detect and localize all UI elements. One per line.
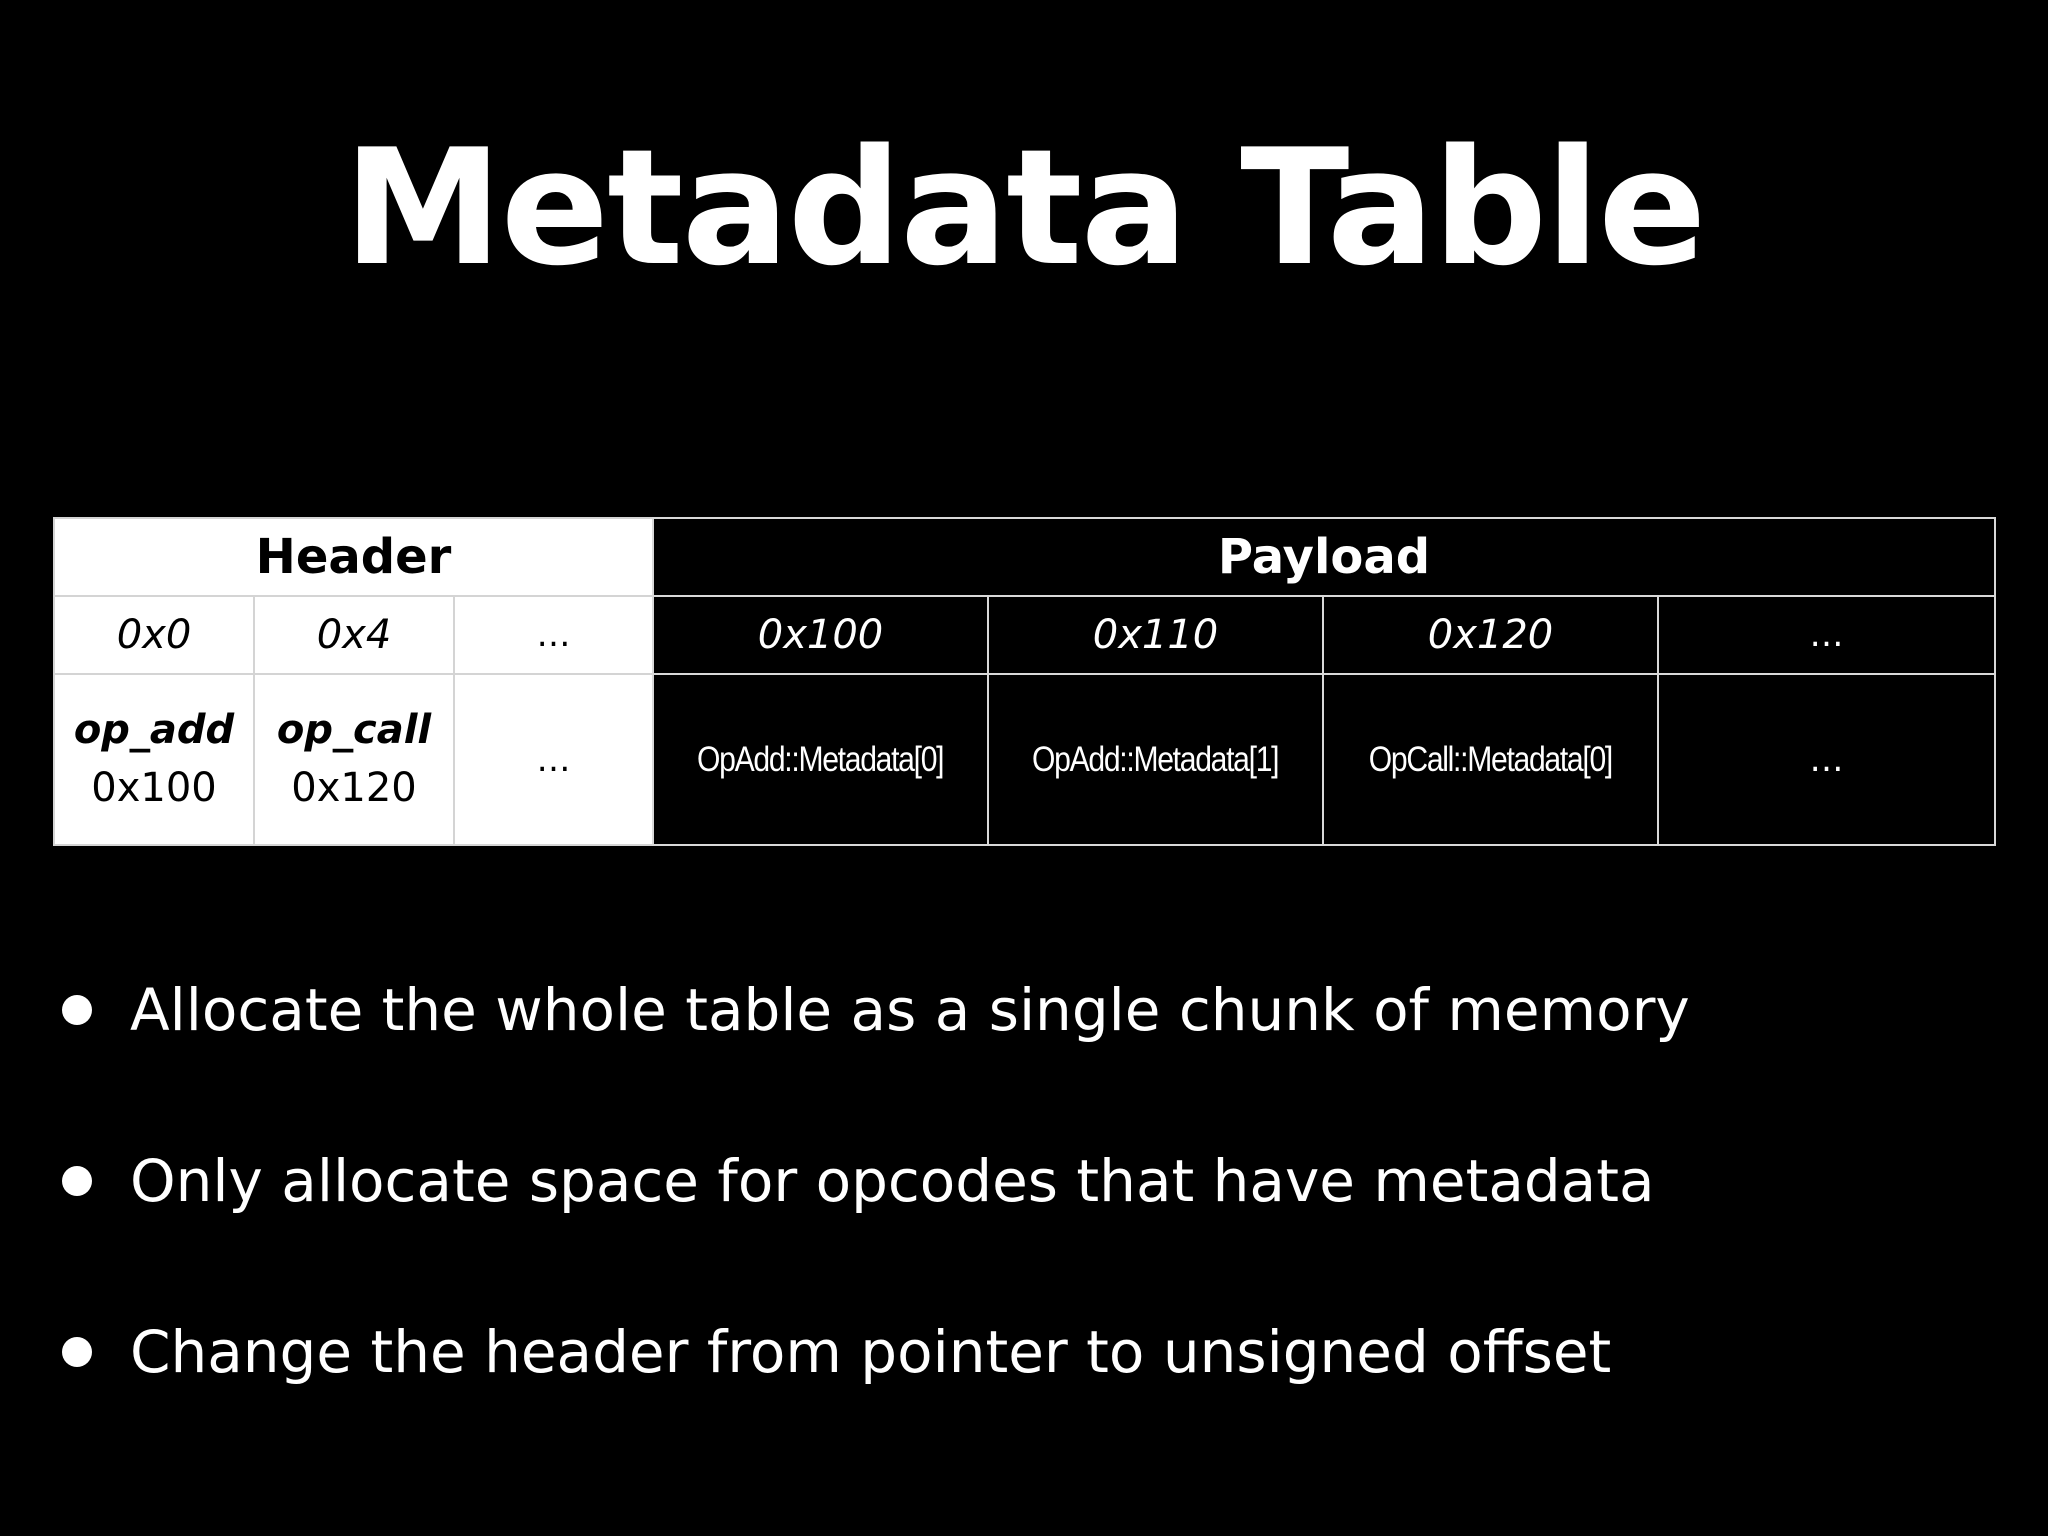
opcode-name: op_add bbox=[73, 706, 235, 753]
metadata-entry: OpCall::Metadata[0] bbox=[1368, 739, 1613, 779]
bullet-text: Allocate the whole table as a single chunk of memory bbox=[130, 976, 1690, 1044]
payload-address-cell: 0x100 bbox=[652, 595, 989, 675]
header-address-ellipsis: … bbox=[453, 595, 654, 675]
bullet-dot-icon bbox=[62, 995, 92, 1025]
bullet-dot-icon bbox=[62, 1337, 92, 1367]
payload-entry-cell bbox=[987, 673, 1324, 846]
bullet-dot-icon bbox=[62, 1166, 92, 1196]
payload-address-cell: 0x120 bbox=[1322, 595, 1659, 675]
payload-entry-cell bbox=[1657, 673, 1996, 846]
slide-title: Metadata Table bbox=[343, 114, 1705, 301]
header-section-label: Header bbox=[53, 517, 654, 597]
bullet-item bbox=[62, 1141, 1982, 1312]
opcode-name: op_call bbox=[276, 706, 432, 753]
bullet-item bbox=[62, 1312, 1982, 1483]
payload-address-cell: 0x110 bbox=[987, 595, 1324, 675]
header-entry-cell bbox=[53, 673, 255, 846]
metadata-entry: OpAdd::Metadata[0] bbox=[697, 739, 944, 779]
bullet-text: Change the header from pointer to unsigned offset bbox=[130, 1318, 1612, 1386]
header-entry-cell bbox=[453, 673, 654, 846]
bullet-text: Only allocate space for opcodes that have metadata bbox=[130, 1147, 1655, 1215]
header-entry-cell bbox=[253, 673, 455, 846]
bullet-item bbox=[62, 970, 1982, 1141]
opcode-offset: 0x100 bbox=[91, 764, 217, 811]
payload-entry-cell bbox=[652, 673, 989, 846]
bullet-list bbox=[62, 970, 1982, 1483]
payload-section-label: Payload bbox=[652, 517, 1996, 597]
payload-address-ellipsis: … bbox=[1657, 595, 1996, 675]
metadata-entry: OpAdd::Metadata[1] bbox=[1032, 739, 1279, 779]
metadata-table bbox=[53, 517, 1996, 846]
header-address-cell: 0x4 bbox=[253, 595, 455, 675]
header-entry-ellipsis: … bbox=[536, 739, 571, 780]
payload-entry-cell bbox=[1322, 673, 1659, 846]
opcode-offset: 0x120 bbox=[291, 764, 417, 811]
payload-entry-ellipsis: … bbox=[1809, 739, 1844, 780]
header-address-cell: 0x0 bbox=[53, 595, 255, 675]
